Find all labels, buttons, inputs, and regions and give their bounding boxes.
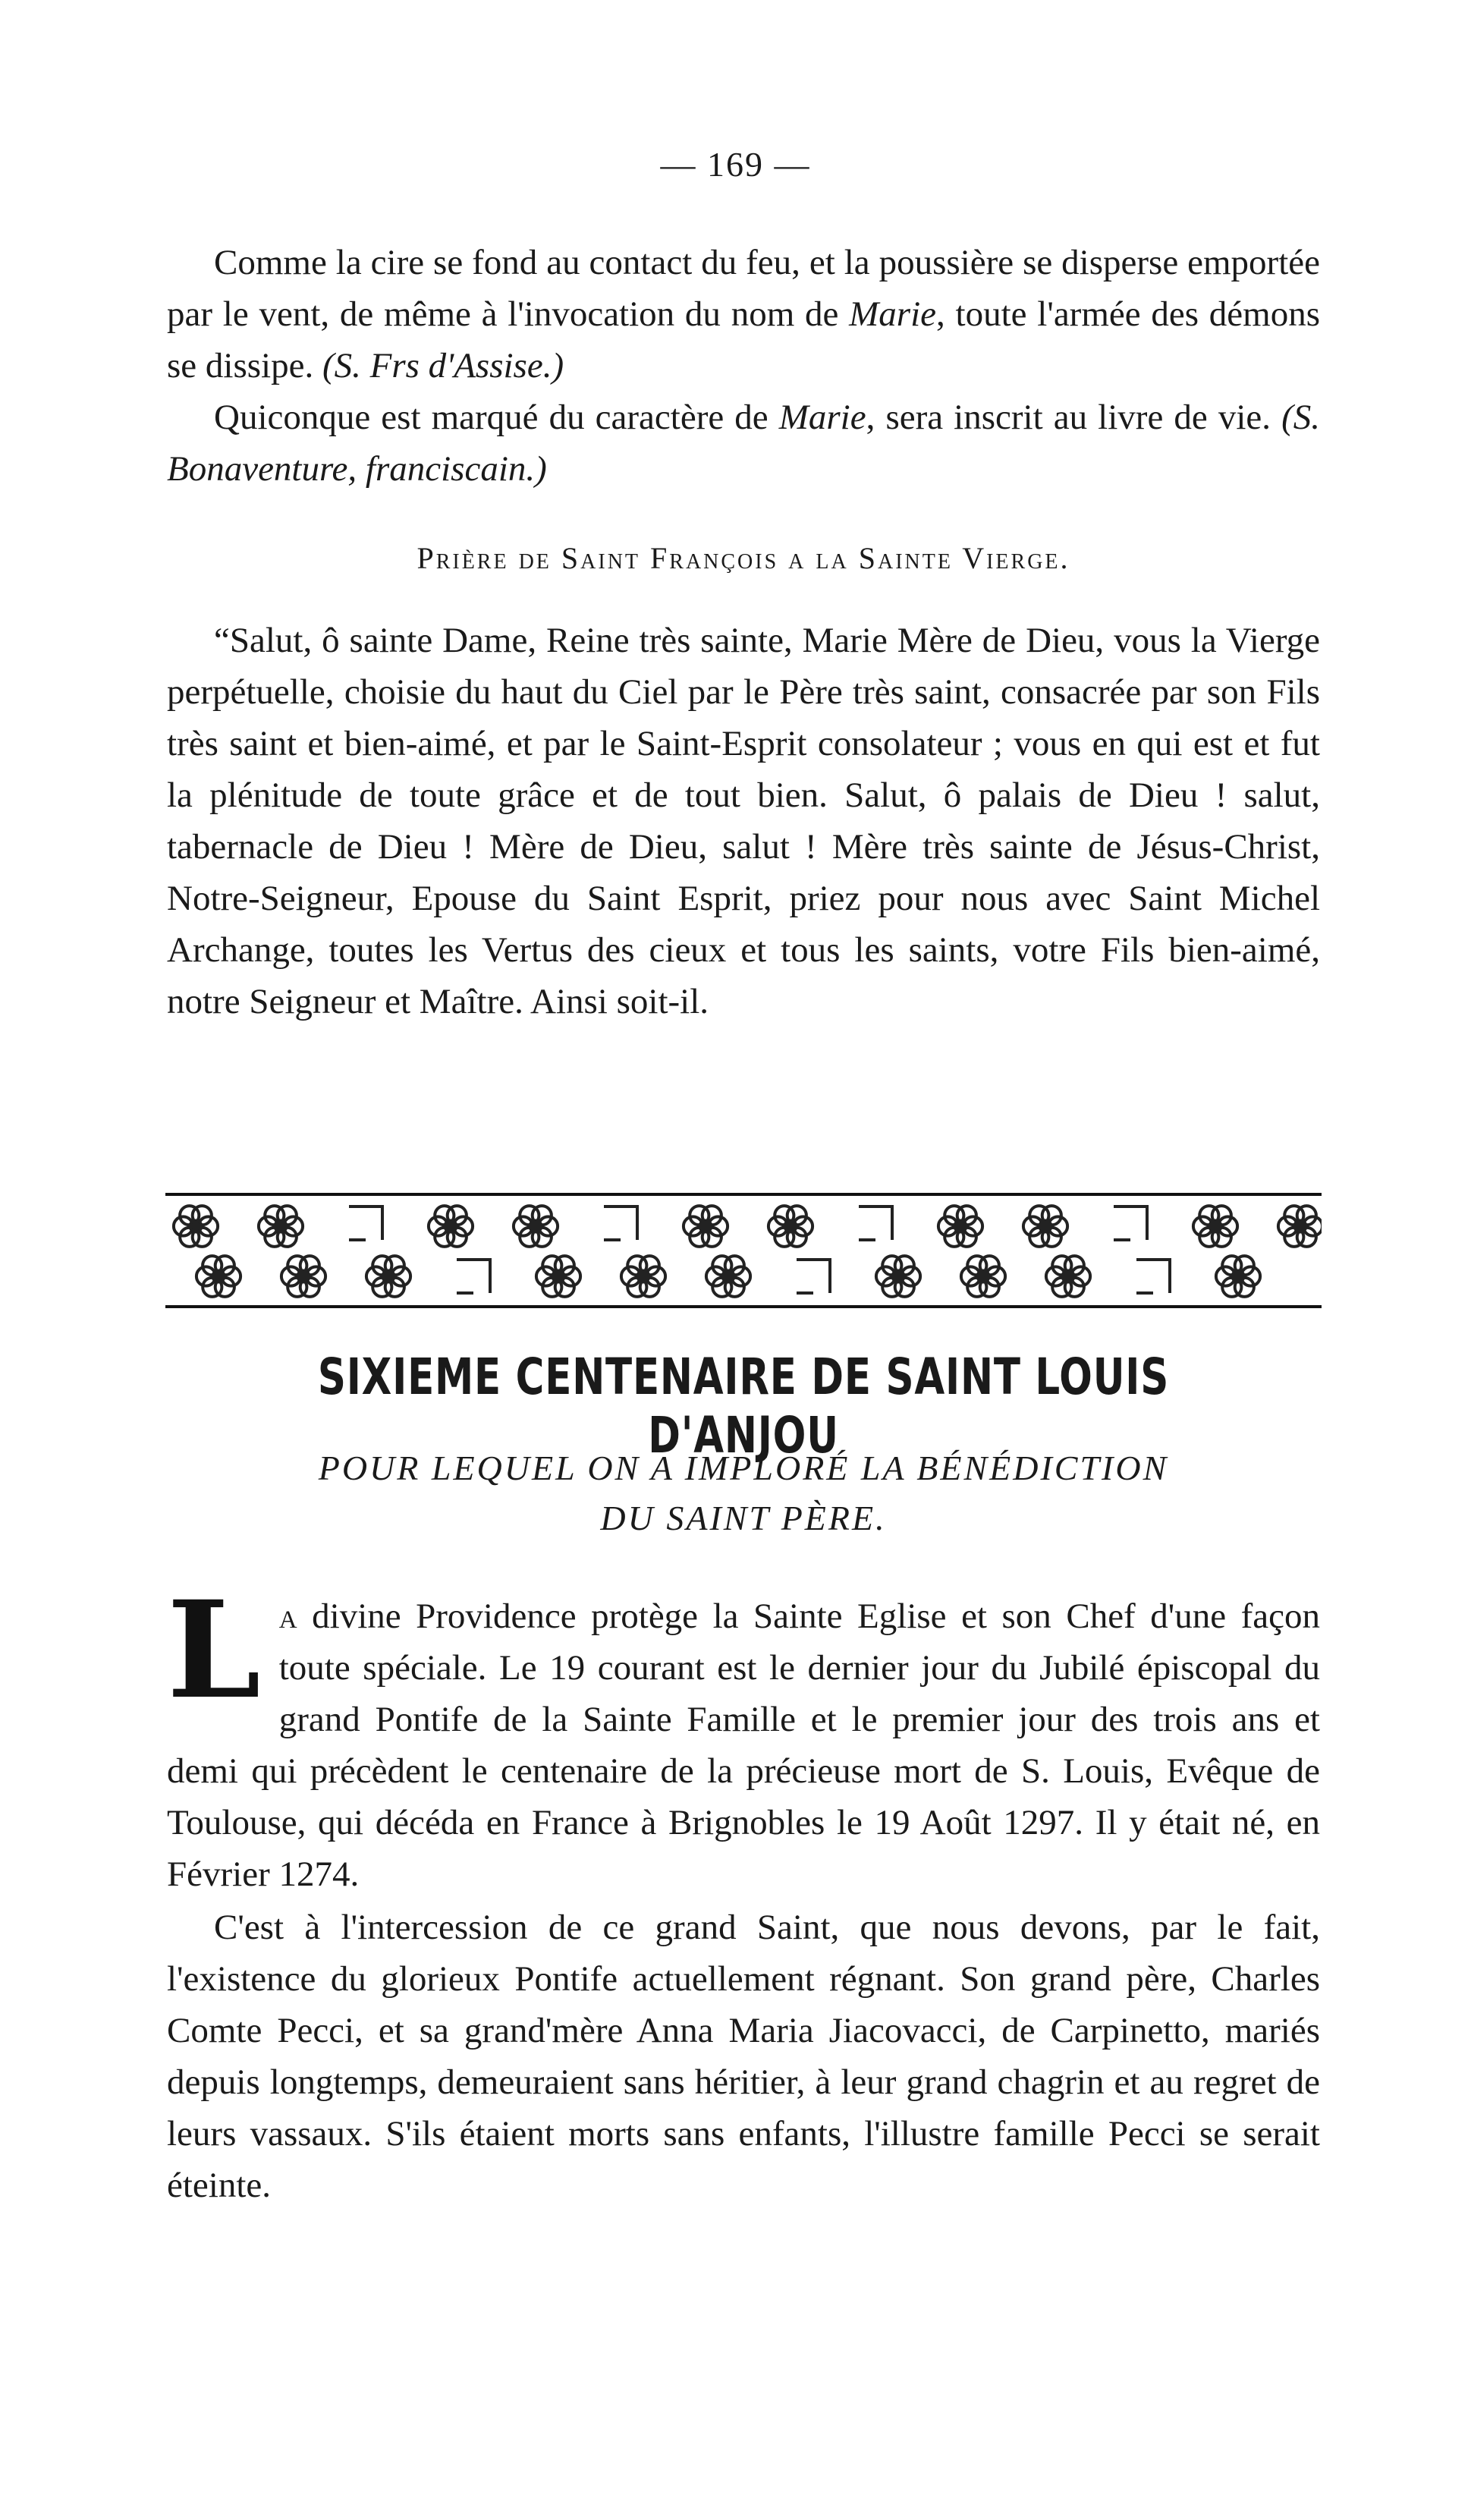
quote-bonaventure-attribution: (S. Bonaventure, franciscain.) <box>167 398 1320 489</box>
section-subtitle <box>167 1443 1320 1543</box>
article-paragraph-1 <box>167 1571 1320 1900</box>
article-paragraph-2: C'est à l'intercession de ce grand Saint, que nous devons, par le fait, l'existence du glorieux Pontife actuellement régnant. Son grand père, Charles Comte Pecci, et sa grand'mère Anna Maria Jiacovacci, de Carpinetto, mariés depuis longtemps, demeuraient sans héritier, à leur grand chagrin et au regret de leurs vassaux. S'ils étaient morts sans enfants, l'illustre famille Pecci se serait éteinte. <box>167 1908 1320 2205</box>
drop-cap: L <box>167 1571 261 1729</box>
section-subtitle-line-1: POUR LEQUEL ON A IMPLORÉ LA BÉNÉDICTION <box>318 1449 1169 1487</box>
quote-francis <box>167 237 1320 392</box>
page-number: — 169 — <box>660 145 811 184</box>
article-paragraph-1-text: divine Providence protège la Sainte Eglise et son Chef d'une façon toute spéciale. Le 19 courant est le dernier jour du Jubilé épiscopal du grand Pontife de la Sainte Famille et le premier jour des trois ans et demi qui précèdent le centenaire de la précieuse mort de S. Louis, Evêque de Toulouse, qui décéda en France à Brignobles le 19 Août 1297. Il y était né, en Février 1274. <box>167 1597 1320 1894</box>
quote-bonaventure-marie: Marie <box>778 398 866 437</box>
quote-francis-marie: Marie <box>849 294 937 334</box>
section-title: SIXIEME CENTENAIRE DE SAINT LOUIS D'ANJOU <box>317 1348 1170 1464</box>
quote-bonaventure-text: Quiconque est marqué du caractère de <box>214 398 779 437</box>
floral-ornament-band-icon <box>165 1190 1322 1311</box>
section-subtitle-line-2: DU SAINT PÈRE. <box>600 1499 887 1537</box>
prayer-heading: Prière de Saint François a la Sainte Vierge. <box>416 541 1070 575</box>
lead-caps: a <box>278 1597 297 1636</box>
quote-francis-attribution: (S. Frs d'Assise.) <box>322 346 564 385</box>
article-body <box>167 1571 1320 2211</box>
prayer-text-block <box>167 615 1320 1027</box>
marian-quotes <box>167 237 1320 495</box>
quote-bonaventure-text-end: , sera inscrit au livre de vie. <box>866 398 1282 437</box>
quote-bonaventure <box>167 392 1320 495</box>
quote-francis-text: Comme la cire se fond au contact du feu, et la poussière se disperse emportée par le vent, de même à l'invocation du nom de <box>167 243 1320 334</box>
prayer-text: “Salut, ô sainte Dame, Reine très sainte, Marie Mère de Dieu, vous la Vierge perpétuelle, choisie du haut du Ciel par le Père très saint, consacrée par son Fils très saint et bien-aimé, et par le Saint-Esprit consolateur ; vous en qui est et fut la plénitude de toute grâce et de tout bien. Salut, ô palais de Dieu ! salut, tabernacle de Dieu ! Mère de Dieu, salut ! Mère très sainte de Jésus-Christ, Notre-Seigneur, Epouse du Saint Esprit, priez pour nous avec Saint Michel Archange, toutes les Vertus des cieux et tous les saints, votre Fils bien-aimé, notre Seigneur et Maître. Ainsi soit-il. <box>167 621 1320 1021</box>
quote-francis-text-end: , toute l'armée des démons se dissipe. <box>167 294 1320 385</box>
